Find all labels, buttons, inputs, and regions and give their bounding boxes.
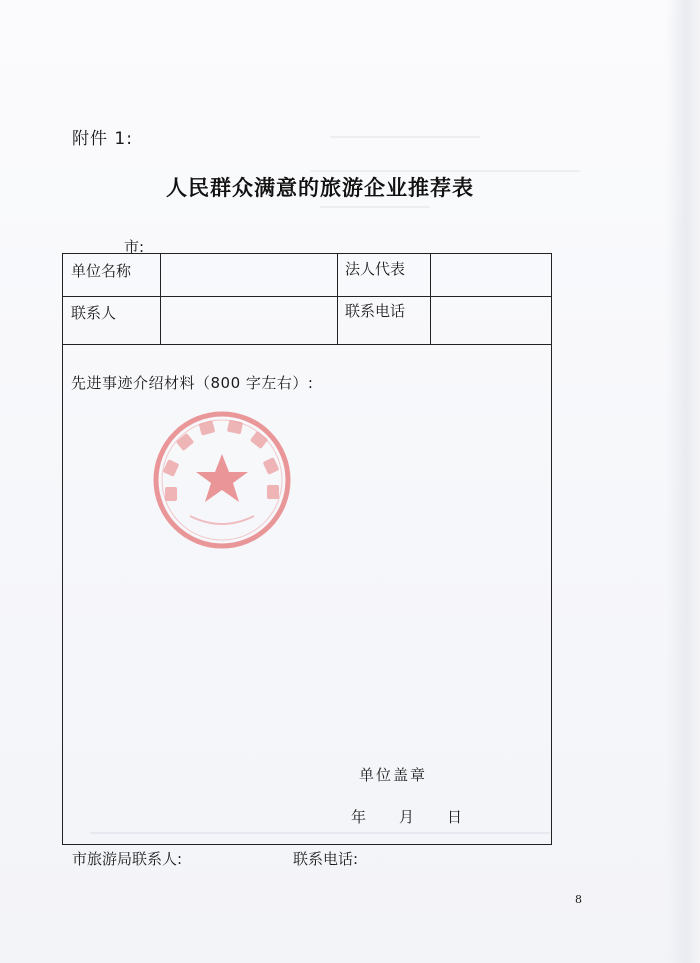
month-label: 月	[399, 808, 415, 826]
seal-label: 单位盖章	[359, 766, 428, 784]
table-column-divider	[337, 254, 338, 344]
contact-person-field[interactable]	[161, 297, 337, 344]
bleed-through-line	[330, 136, 480, 138]
form-title: 人民群众满意的旅游企业推荐表	[166, 175, 474, 200]
official-stamp-icon	[150, 408, 294, 552]
day-label: 日	[447, 808, 463, 826]
attachment-label: 附件 1:	[72, 129, 133, 149]
contact-person-label: 联系人	[71, 304, 117, 322]
table-row-divider	[63, 344, 551, 345]
page-edge-shadow	[666, 0, 700, 963]
bureau-contact-label: 市旅游局联系人:	[72, 850, 183, 868]
unit-name-field[interactable]	[161, 254, 337, 296]
bleed-through-line	[320, 206, 430, 208]
footer-phone-label: 联系电话:	[293, 850, 359, 868]
contact-phone-field[interactable]	[431, 297, 551, 344]
contact-phone-label: 联系电话	[345, 302, 406, 320]
year-label: 年	[351, 808, 367, 826]
materials-label: 先进事迹介绍材料（800 字左右）:	[71, 374, 314, 392]
legal-rep-field[interactable]	[431, 254, 551, 296]
city-label: 市:	[124, 238, 145, 256]
page-number: 8	[575, 893, 582, 906]
recommendation-form-table	[62, 253, 552, 845]
legal-rep-label: 法人代表	[345, 260, 406, 278]
unit-name-label: 单位名称	[71, 262, 132, 280]
